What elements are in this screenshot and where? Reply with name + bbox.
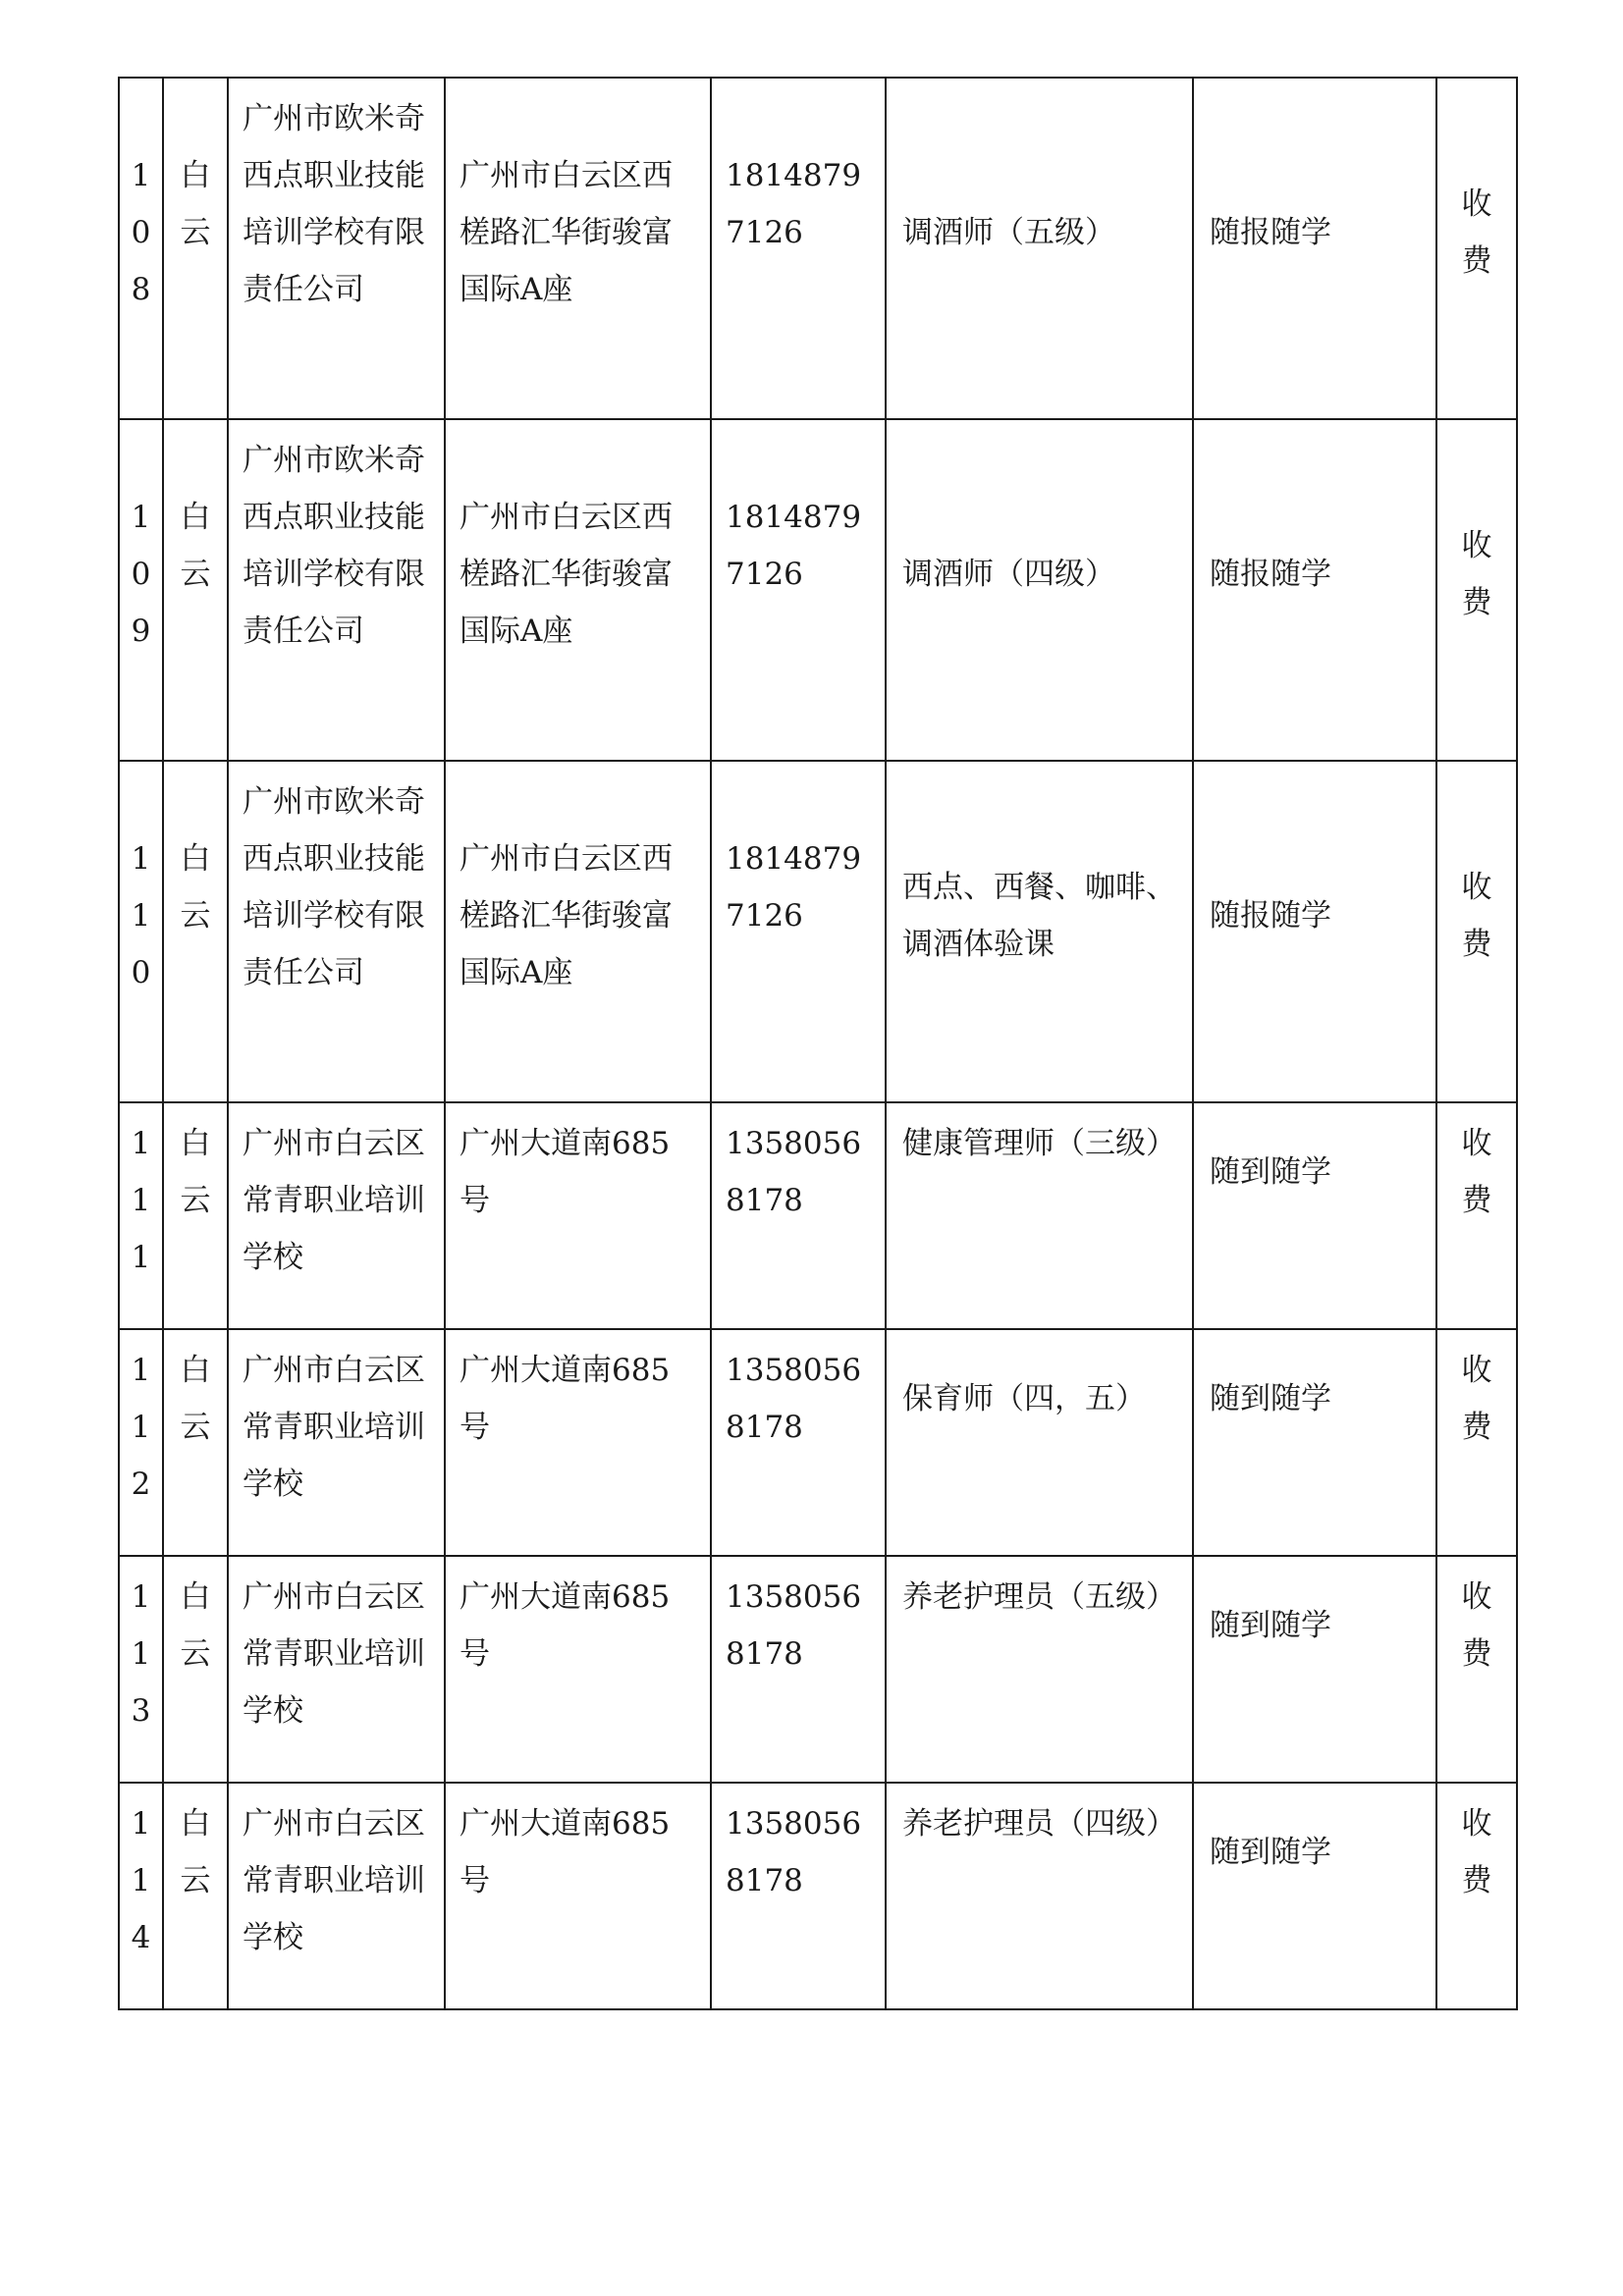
district: 白云 — [180, 1806, 211, 1898]
enrollment-mode: 随报随学 — [1193, 419, 1436, 761]
fee-cell — [1436, 78, 1517, 419]
row-number-cell — [119, 419, 163, 761]
training-course-table — [118, 77, 1518, 2010]
district-cell — [163, 1329, 228, 1556]
address: 广州市白云区西槎路汇华街骏富国际A座 — [445, 419, 711, 761]
table-row — [119, 1783, 1517, 2009]
row-number-cell — [119, 1783, 163, 2009]
row-number: 111 — [131, 1126, 151, 1275]
organization-name: 广州市白云区常青职业培训学校 — [228, 1329, 445, 1556]
course-name: 健康管理师（三级） — [886, 1102, 1193, 1329]
row-number: 112 — [131, 1353, 151, 1502]
district-cell — [163, 78, 228, 419]
address: 广州大道南685号 — [445, 1102, 711, 1329]
organization-name: 广州市白云区常青职业培训学校 — [228, 1556, 445, 1783]
district: 白云 — [180, 500, 211, 592]
phone-number: 18148797126 — [711, 78, 886, 419]
table-row — [119, 419, 1517, 761]
phone-number: 13580568178 — [711, 1556, 886, 1783]
fee-cell — [1436, 1102, 1517, 1329]
fee-cell — [1436, 1783, 1517, 2009]
organization-name: 广州市欧米奇西点职业技能培训学校有限责任公司 — [228, 78, 445, 419]
address: 广州市白云区西槎路汇华街骏富国际A座 — [445, 761, 711, 1102]
district: 白云 — [180, 1579, 211, 1672]
row-number-cell — [119, 1329, 163, 1556]
enrollment-mode: 随到随学 — [1193, 1783, 1436, 2009]
phone-number: 18148797126 — [711, 761, 886, 1102]
organization-name: 广州市白云区常青职业培训学校 — [228, 1783, 445, 2009]
organization-name: 广州市欧米奇西点职业技能培训学校有限责任公司 — [228, 419, 445, 761]
fee-cell — [1436, 1329, 1517, 1556]
address: 广州大道南685号 — [445, 1556, 711, 1783]
district-cell — [163, 419, 228, 761]
table-row — [119, 761, 1517, 1102]
row-number: 108 — [131, 158, 151, 307]
address: 广州大道南685号 — [445, 1783, 711, 2009]
table-row — [119, 78, 1517, 419]
enrollment-mode: 随到随学 — [1193, 1556, 1436, 1783]
row-number: 110 — [131, 841, 151, 990]
fee-status: 收费 — [1461, 187, 1492, 279]
district-cell — [163, 761, 228, 1102]
course-name: 调酒师（四级） — [886, 419, 1193, 761]
district-cell — [163, 1783, 228, 2009]
district-cell — [163, 1556, 228, 1783]
organization-name: 广州市欧米奇西点职业技能培训学校有限责任公司 — [228, 761, 445, 1102]
course-name: 养老护理员（四级） — [886, 1783, 1193, 2009]
phone-number: 18148797126 — [711, 419, 886, 761]
address: 广州市白云区西槎路汇华街骏富国际A座 — [445, 78, 711, 419]
fee-status: 收费 — [1461, 1806, 1492, 1898]
fee-status: 收费 — [1461, 1353, 1492, 1445]
phone-number: 13580568178 — [711, 1329, 886, 1556]
course-name: 西点、西餐、咖啡、调酒体验课 — [886, 761, 1193, 1102]
row-number-cell — [119, 1102, 163, 1329]
row-number-cell — [119, 78, 163, 419]
table-row — [119, 1102, 1517, 1329]
enrollment-mode: 随到随学 — [1193, 1102, 1436, 1329]
address: 广州大道南685号 — [445, 1329, 711, 1556]
district: 白云 — [180, 841, 211, 934]
fee-cell — [1436, 1556, 1517, 1783]
row-number-cell — [119, 1556, 163, 1783]
fee-cell — [1436, 419, 1517, 761]
table-row — [119, 1329, 1517, 1556]
fee-status: 收费 — [1461, 1579, 1492, 1672]
phone-number: 13580568178 — [711, 1102, 886, 1329]
table-row — [119, 1556, 1517, 1783]
course-name: 调酒师（五级） — [886, 78, 1193, 419]
fee-status: 收费 — [1461, 528, 1492, 620]
row-number: 109 — [131, 500, 151, 649]
organization-name: 广州市白云区常青职业培训学校 — [228, 1102, 445, 1329]
district-cell — [163, 1102, 228, 1329]
fee-cell — [1436, 761, 1517, 1102]
row-number: 113 — [131, 1579, 151, 1729]
enrollment-mode: 随到随学 — [1193, 1329, 1436, 1556]
row-number: 114 — [131, 1806, 151, 1955]
district: 白云 — [180, 1126, 211, 1218]
course-name: 保育师（四，五） — [886, 1329, 1193, 1556]
district: 白云 — [180, 158, 211, 250]
fee-status: 收费 — [1461, 1126, 1492, 1218]
district: 白云 — [180, 1353, 211, 1445]
course-name: 养老护理员（五级） — [886, 1556, 1193, 1783]
phone-number: 13580568178 — [711, 1783, 886, 2009]
fee-status: 收费 — [1461, 870, 1492, 962]
row-number-cell — [119, 761, 163, 1102]
enrollment-mode: 随报随学 — [1193, 78, 1436, 419]
enrollment-mode: 随报随学 — [1193, 761, 1436, 1102]
